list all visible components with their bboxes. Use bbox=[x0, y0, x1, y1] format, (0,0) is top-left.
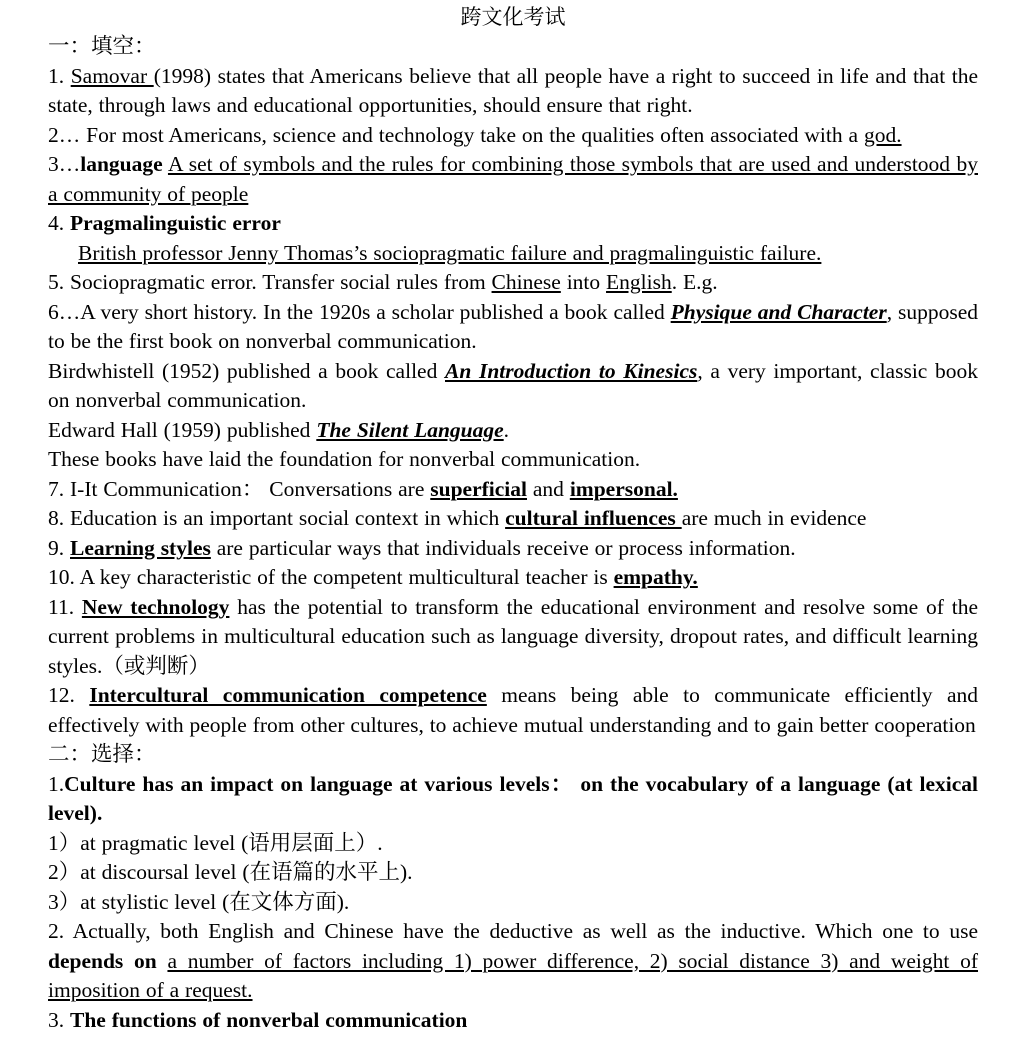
text-run: are particular ways that individuals receive or process information. bbox=[210, 535, 796, 560]
text-run: , supposed to be the first book on nonverbal communication. bbox=[48, 299, 978, 353]
document-line bbox=[48, 917, 978, 1006]
text-run bbox=[157, 949, 168, 973]
text-run: A set of symbols and the rules for combining those symbols that are used and understood by a community of people bbox=[48, 152, 978, 206]
text-run: The Silent Language bbox=[316, 417, 504, 442]
text-run: The functions of nonverbal communication bbox=[70, 1007, 468, 1032]
text-run: means being able to communicate efficiently and effectively with people from other cultures, to achieve mutual understanding and to gain better cooperation bbox=[48, 683, 978, 737]
document-line bbox=[48, 858, 978, 888]
text-run: 3）at stylistic level (在文体方面). bbox=[48, 889, 350, 914]
document-line bbox=[48, 268, 978, 298]
text-run: 10. A key characteristic of the competent multicultural teacher is bbox=[48, 565, 614, 589]
text-run: Chinese bbox=[491, 270, 561, 294]
text-run: . bbox=[503, 417, 510, 442]
text-run: depends on bbox=[48, 948, 157, 973]
document-line bbox=[48, 1006, 978, 1036]
text-run: 7. I-It Communication： Conversations are bbox=[48, 476, 431, 501]
text-run: Culture has an impact on language at various levels： on the vocabulary of a language (at lexical level). bbox=[48, 771, 978, 825]
text-run: Intercultural communication competence bbox=[89, 683, 487, 707]
document-line bbox=[48, 593, 978, 682]
text-run: into bbox=[560, 270, 607, 294]
text-run: , a very important, classic book on nonverbal communication. bbox=[48, 358, 979, 412]
text-run: has the potential to transform the educational environment and resolve some of the current problems in multicultural education such as language diversity, dropout rates, and difficult learning styles.（或判断） bbox=[48, 594, 978, 678]
text-run: 6…A very short history. In the 1920s a scholar published a book called bbox=[48, 299, 671, 324]
text-run: language bbox=[80, 152, 163, 176]
text-run: 11. bbox=[48, 594, 82, 619]
text-run: An Introduction to Kinesics bbox=[445, 358, 698, 383]
document-line bbox=[48, 209, 978, 239]
text-run: English bbox=[606, 270, 672, 294]
document-line bbox=[48, 121, 978, 151]
text-run: a number of factors including 1) power difference, 2) social distance 3) and weight of imposition of a request. bbox=[48, 948, 979, 1002]
text-run: 8. Education is an important social context in which bbox=[48, 506, 506, 530]
text-run: 3… bbox=[48, 152, 81, 176]
section-heading: 一：填空： bbox=[48, 34, 156, 59]
text-run: superficial bbox=[430, 476, 528, 501]
page-title: 跨文化考试 bbox=[460, 5, 566, 29]
text-run: 9. bbox=[48, 535, 70, 560]
text-run: god. bbox=[863, 122, 902, 147]
document-line bbox=[48, 445, 978, 475]
section-heading: 二：选择： bbox=[48, 742, 156, 767]
document-line bbox=[48, 357, 978, 416]
text-run: These books have laid the foundation for nonverbal communication. bbox=[48, 447, 641, 471]
document-line bbox=[48, 888, 978, 918]
document-line bbox=[48, 239, 978, 269]
text-run: New technology bbox=[81, 594, 230, 619]
text-run: Learning styles bbox=[70, 535, 211, 560]
document-page bbox=[0, 2, 1026, 1035]
text-run: Birdwhistell (1952) published a book called bbox=[48, 358, 445, 383]
text-run: 2. Actually, both English and Chinese have the deductive as well as the inductive. Which one to use bbox=[48, 919, 978, 943]
document-line bbox=[48, 150, 978, 209]
text-run: Edward Hall (1959) published bbox=[48, 417, 317, 442]
document-line bbox=[48, 416, 978, 446]
document-line bbox=[48, 770, 978, 829]
document-line bbox=[48, 504, 978, 534]
text-run: Pragmalinguistic error bbox=[70, 211, 281, 235]
text-run: 5. Sociopragmatic error. Transfer social rules from bbox=[48, 270, 492, 294]
text-run: empathy. bbox=[613, 565, 698, 589]
document-line bbox=[48, 475, 978, 505]
text-run: 4. bbox=[48, 211, 70, 235]
document-line bbox=[48, 829, 978, 859]
document-line bbox=[48, 298, 978, 357]
document-line bbox=[48, 534, 978, 564]
document-line bbox=[48, 62, 978, 121]
text-run: 2）at discoursal level (在语篇的水平上). bbox=[48, 860, 413, 884]
document-line bbox=[48, 563, 978, 593]
text-run: 1. bbox=[48, 63, 71, 88]
document-body bbox=[0, 32, 1026, 1035]
text-run: impersonal. bbox=[569, 476, 678, 501]
text-run: 12. bbox=[48, 683, 90, 707]
text-run: 3. bbox=[48, 1007, 70, 1032]
text-run: Physique and Character bbox=[670, 299, 887, 324]
text-run: Samovar bbox=[70, 63, 154, 88]
document-line bbox=[48, 681, 978, 740]
document-content bbox=[48, 32, 978, 1035]
text-run: are much in evidence bbox=[681, 506, 867, 530]
text-run: (1998) states that Americans believe that all people have a right to succeed in life and that the state, through laws and educational opportunities, should ensure that right. bbox=[48, 63, 979, 117]
text-run: 1）at pragmatic level (语用层面上）. bbox=[48, 830, 383, 855]
text-run: 1. bbox=[48, 771, 65, 796]
text-run: cultural influences bbox=[505, 506, 682, 530]
text-run: British professor Jenny Thomas’s sociopragmatic failure and pragmalinguistic failure. bbox=[78, 240, 822, 265]
text-run: . E.g. bbox=[671, 270, 718, 294]
text-run: and bbox=[527, 476, 570, 501]
text-run: 2… For most Americans, science and technology take on the qualities often associated with a bbox=[48, 122, 864, 147]
